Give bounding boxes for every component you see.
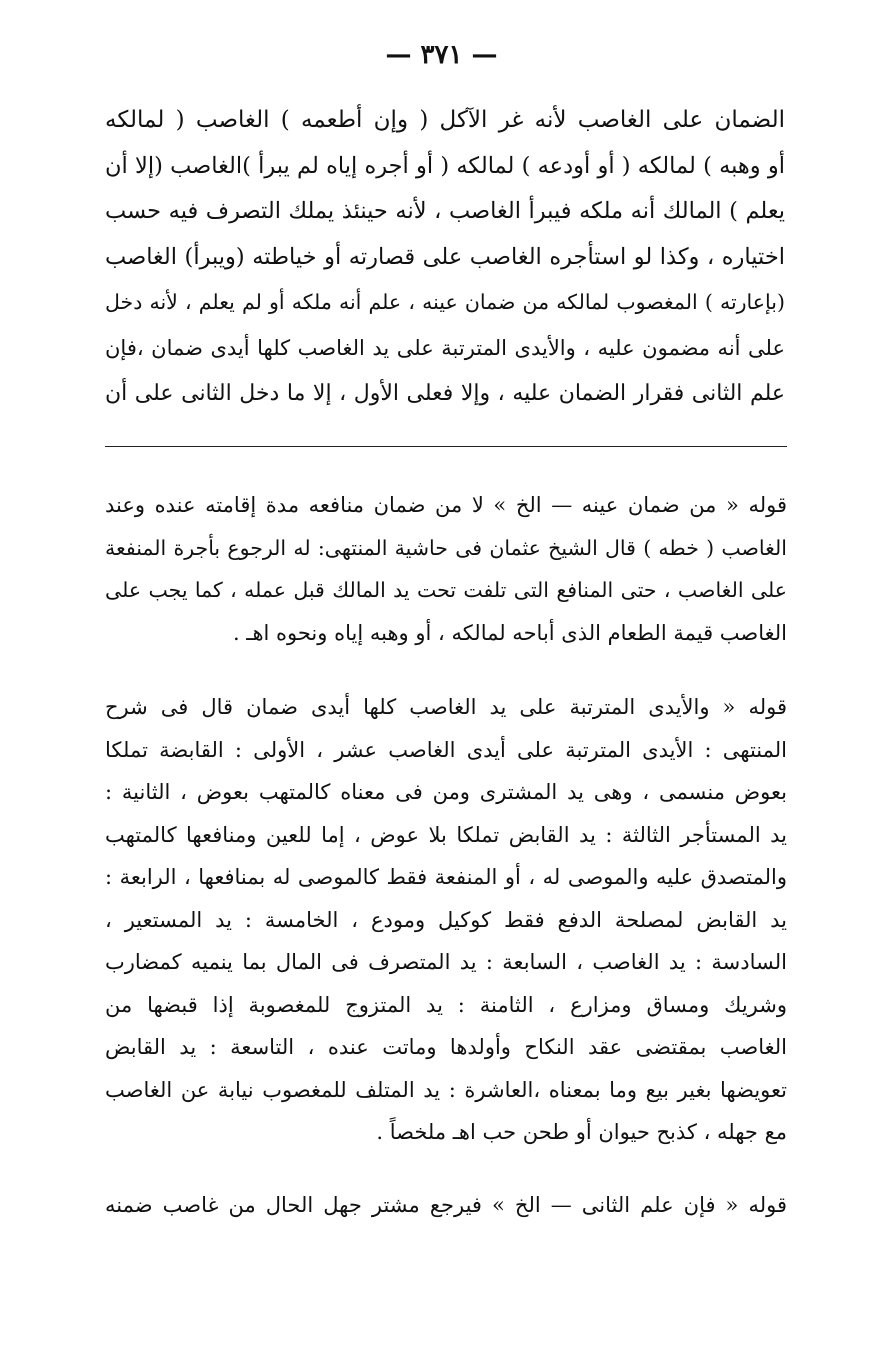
footnote-line: يد القابض لمصلحة الدفع فقط كوكيل ومودع ، الخامسة : يد المستعير ،	[105, 907, 787, 932]
footnote-line: قوله « فإن علم الثانى — الخ » فيرجع مشتر جهل الحال من غاصب ضمنه	[105, 1192, 787, 1217]
footnote-line: الغاصب ( خطه ) قال الشيخ عثمان فى حاشية المنتهى: له الرجوع بأجرة المنفعة	[105, 535, 787, 560]
main-text-line: على أنه مضمون عليه ، والأيدى المترتبة على يد الغاصب كلها أيدى ضمان ،فإن	[105, 335, 785, 360]
main-text-body	[105, 98, 785, 417]
footnote-line: السادسة : يد الغاصب ، السابعة : يد المتصرف فى المال بما ينميه كمضارب	[105, 950, 787, 974]
main-text-line: اختياره ، وكذا لو استأجره الغاصب على قصارته أو خياطته (ويبرأ) الغاصب	[105, 243, 785, 270]
footnotes-section	[105, 484, 787, 1226]
footnote-divider	[105, 446, 787, 447]
footnote-line: قوله « والأيدى المترتبة على يد الغاصب كلها أيدى ضمان قال فى شرح	[105, 695, 787, 719]
footnote-line: الغاصب قيمة الطعام الذى أباحه لمالكه ، أو وهبه إياه ونحوه اهـ .	[232, 620, 787, 645]
main-text-line: علم الثانى فقرار الضمان عليه ، وإلا فعلى الأول ، إلا ما دخل الثانى على أن	[105, 381, 785, 406]
footnote-block	[105, 1184, 787, 1227]
main-text-line: يعلم ) المالك أنه ملكه فيبرأ الغاصب ، لأنه حينئذ يملك التصرف فيه حسب	[105, 198, 785, 224]
footnote-line: تعويضها بغير بيع وما بمعناه ،العاشرة : يد المتلف للمغصوب نيابة عن الغاصب	[105, 1077, 787, 1102]
footnote-line: يد المستأجر الثالثة : يد القابض تملكا بلا عوض ، إما للعين ومنافعها كالمتهب	[105, 822, 787, 847]
footnote-line: وشريك ومساق ومزارع ، الثامنة : يد المتزوج للمغصوبة إذا قبضها من	[105, 992, 787, 1017]
page-number: — ٣٧١ —	[385, 40, 498, 70]
main-text-line: الضمان على الغاصب لأنه غر الآكل ( وإن أطعمه ) الغاصب ( لمالكه	[105, 107, 785, 133]
footnote-line: قوله « من ضمان عينه — الخ » لا من ضمان منافعه مدة إقامته عنده وعند	[105, 493, 787, 517]
footnote-block	[105, 484, 787, 654]
footnote-line: والمتصدق عليه والموصى له ، أو المنفعة فقط كالموصى له بمنافعها ، الرابعة :	[105, 865, 787, 889]
footnote-line: الغاصب بمقتضى عقد النكاح وأولدها وماتت عنده ، التاسعة : يد القابض	[105, 1035, 787, 1059]
footnote-line: مع جهله ، كذبح حيوان أو طحن حب اهـ ملخصاً .	[376, 1120, 787, 1144]
main-text-line: (بإعارته ) المغصوب لمالكه من ضمان عينه ، علم أنه ملكه أو لم يعلم ، لأنه دخل	[105, 290, 785, 314]
footnote-block	[105, 686, 787, 1154]
footnote-line: على الغاصب ، حتى المنافع التى تلفت تحت يد المالك قبل عمله ، كما يجب على	[105, 578, 787, 602]
footnote-line: المنتهى : الأيدى المترتبة على أيدى الغاصب عشر ، الأولى : القابضة تملكا	[105, 737, 787, 762]
footnote-line: بعوض منسمى ، وهى يد المشترى ومن فى معناه كالمتهب بعوض ، الثانية :	[105, 780, 787, 804]
main-text-line: أو وهبه ) لمالكه ( أو أودعه ) لمالكه ( أو أجره إياه لم يبرأ )الغاصب (إلا أن	[105, 152, 785, 179]
